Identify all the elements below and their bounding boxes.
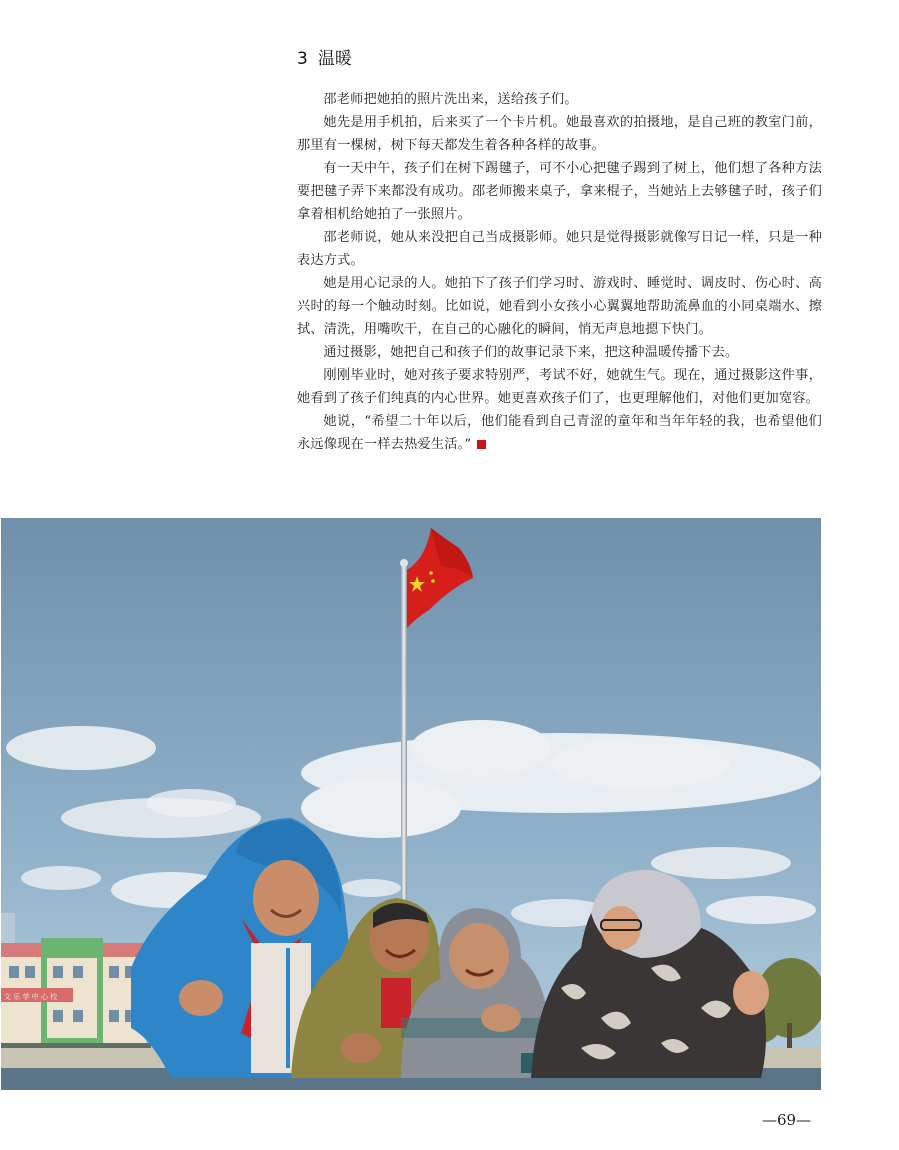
section-heading <box>297 44 352 69</box>
paragraph: 刚刚毕业时，她对孩子要求特别严，考试不好，她就生气。现在，通过摄影这件事，她看到了孩子们纯真的内心世界。她更喜欢孩子们了，也更理解他们，对他们更加宽容。 <box>297 368 822 406</box>
section-number: 3 <box>297 49 308 69</box>
flag-pole <box>400 559 408 903</box>
school-sign-text: 文 乐 学 中 心 校 <box>4 993 58 1001</box>
paragraph: 有一天中午，孩子们在树下踢毽子，可不小心把毽子踢到了树上，他们想了各种方法要把毽子弄下来都没有成功。邵老师搬来桌子，拿来棍子，当她站上去够毽子时，孩子们拿着相机给她拍了一张照片。 <box>297 161 822 222</box>
paragraph: 她先是用手机拍，后来买了一个卡片机。她最喜欢的拍摄地，是自己班的教室门前，那里有一棵树，树下每天都发生着各种各样的故事。 <box>297 115 822 153</box>
photo-illustration <box>1 518 821 1090</box>
article-body <box>297 88 822 456</box>
section-title: 温暖 <box>317 49 352 69</box>
paragraph-last <box>297 410 822 456</box>
paragraph: 通过摄影，她把自己和孩子们的故事记录下来，把这种温暖传播下去。 <box>323 345 739 360</box>
paragraph: 邵老师说，她从来没把自己当成摄影师。她只是觉得摄影就像写日记一样，只是一种表达方式。 <box>297 230 822 268</box>
paragraph: 她是用心记录的人。她拍下了孩子们学习时、游戏时、睡觉时、调皮时、伤心时、高兴时的每一个触动时刻。比如说，她看到小女孩小心翼翼地帮助流鼻血的小同桌端水、擦拭、清洗，用嘴吹干，在自己的心融化的瞬间，悄无声息地摁下快门。 <box>297 276 822 337</box>
end-mark-icon <box>477 440 486 449</box>
page-number: —69— <box>762 1111 812 1129</box>
photo-children-flag <box>1 518 821 1090</box>
paragraph: 邵老师把她拍的照片洗出来，送给孩子们。 <box>323 92 578 107</box>
paragraph-text: 她说，“希望二十年以后，他们能看到自己青涩的童年和当年年轻的我，也希望他们永远像现在一样去热爱生活。” <box>297 414 822 452</box>
